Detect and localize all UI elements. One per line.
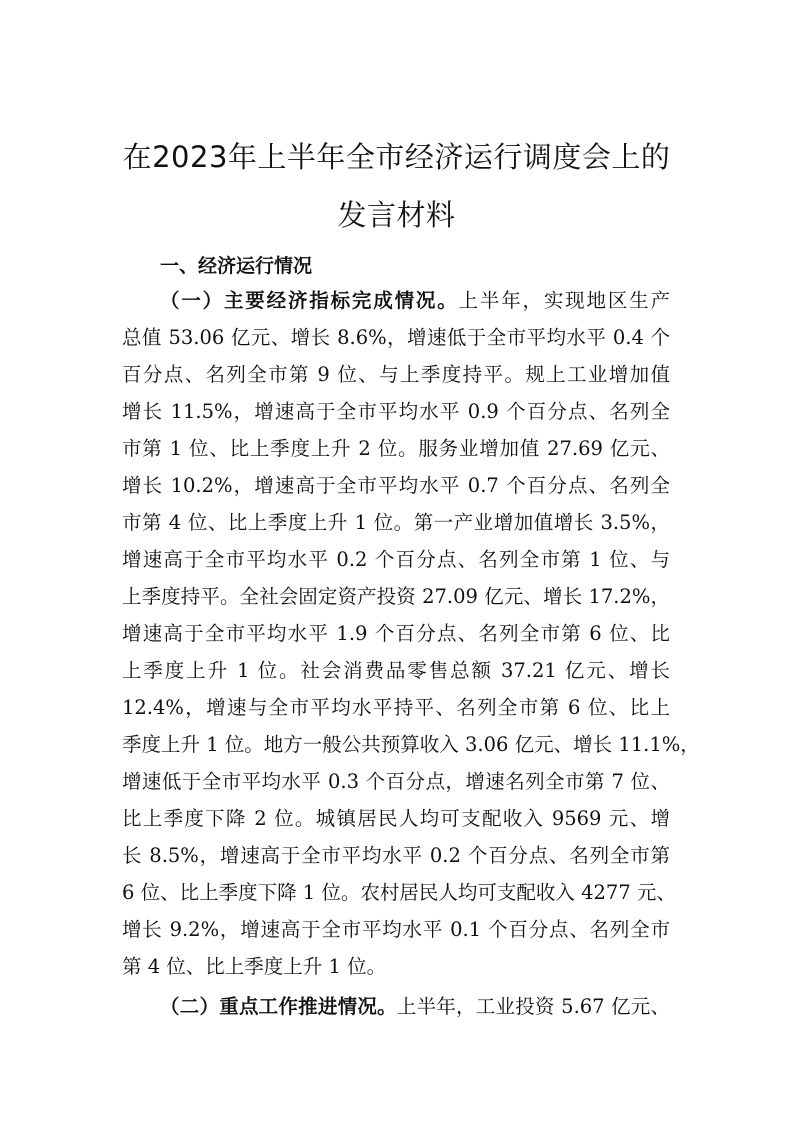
paragraph-line: 百分点、名列全市第 9 位、与上季度持平。规上工业增加值 <box>122 363 670 386</box>
paragraph-line: 第 4 位、比上季度上升 1 位。 <box>122 955 387 978</box>
paragraph-line: 长 8.5%，增速高于全市平均水平 0.2 个百分点、名列全市第 <box>122 844 670 867</box>
paragraph-lead: （二）重点工作推进情况。 <box>160 995 397 1018</box>
paragraph-line: 上季度上升 1 位。社会消费品零售总额 37.21 亿元、增长 <box>122 659 670 682</box>
paragraph-line: 增速高于全市平均水平 1.9 个百分点、名列全市第 6 位、比 <box>122 622 670 645</box>
paragraph-line: 增速低于全市平均水平 0.3 个百分点，增速名列全市第 7 位、 <box>122 770 670 793</box>
paragraph-line: 季度上升 1 位。地方一般公共预算收入 3.06 亿元、增长 11.1%， <box>122 733 700 756</box>
document-title-line-2: 发言材料 <box>337 198 456 232</box>
paragraph-key-work <box>160 992 670 1022</box>
paragraph-line: 增长 10.2%，增速高于全市平均水平 0.7 个百分点、名列全 <box>122 474 670 497</box>
paragraph-line: 总值 53.06 亿元、增长 8.6%，增速低于全市平均水平 0.4 个 <box>122 326 670 349</box>
paragraph-line: 12.4%，增速与全市平均水平持平、名列全市第 6 位、比上 <box>122 696 670 719</box>
paragraph-line: 上季度持平。全社会固定资产投资 27.09 亿元、增长 17.2%， <box>122 585 670 608</box>
line-text: 上半年，实现地区生产 <box>458 289 670 312</box>
paragraph-line <box>160 286 670 316</box>
section-heading: 一、经济运行情况 <box>160 255 313 277</box>
line-text: 上半年，工业投资 5.67 亿元、 <box>396 995 670 1018</box>
paragraph-line: 增长 9.2%，增速高于全市平均水平 0.1 个百分点、名列全市 <box>122 918 670 941</box>
paragraph-lead: （一）主要经济指标完成情况。 <box>160 289 459 312</box>
document-title-line-1: 在2023年上半年全市经济运行调度会上的 <box>122 140 671 174</box>
paragraph-line: 6 位、比上季度下降 1 位。农村居民人均可支配收入 4277 元、 <box>122 881 676 904</box>
paragraph-line: 市第 1 位、比上季度上升 2 位。服务业增加值 27.69 亿元、 <box>122 437 670 460</box>
paragraph-line: 增速高于全市平均水平 0.2 个百分点、名列全市第 1 位、与 <box>122 548 670 571</box>
paragraph-line: 增长 11.5%，增速高于全市平均水平 0.9 个百分点、名列全 <box>122 400 670 423</box>
paragraph-line: 比上季度下降 2 位。城镇居民人均可支配收入 9569 元、增 <box>122 807 670 830</box>
paragraph-line: 市第 4 位、比上季度上升 1 位。第一产业增加值增长 3.5%， <box>122 511 670 534</box>
